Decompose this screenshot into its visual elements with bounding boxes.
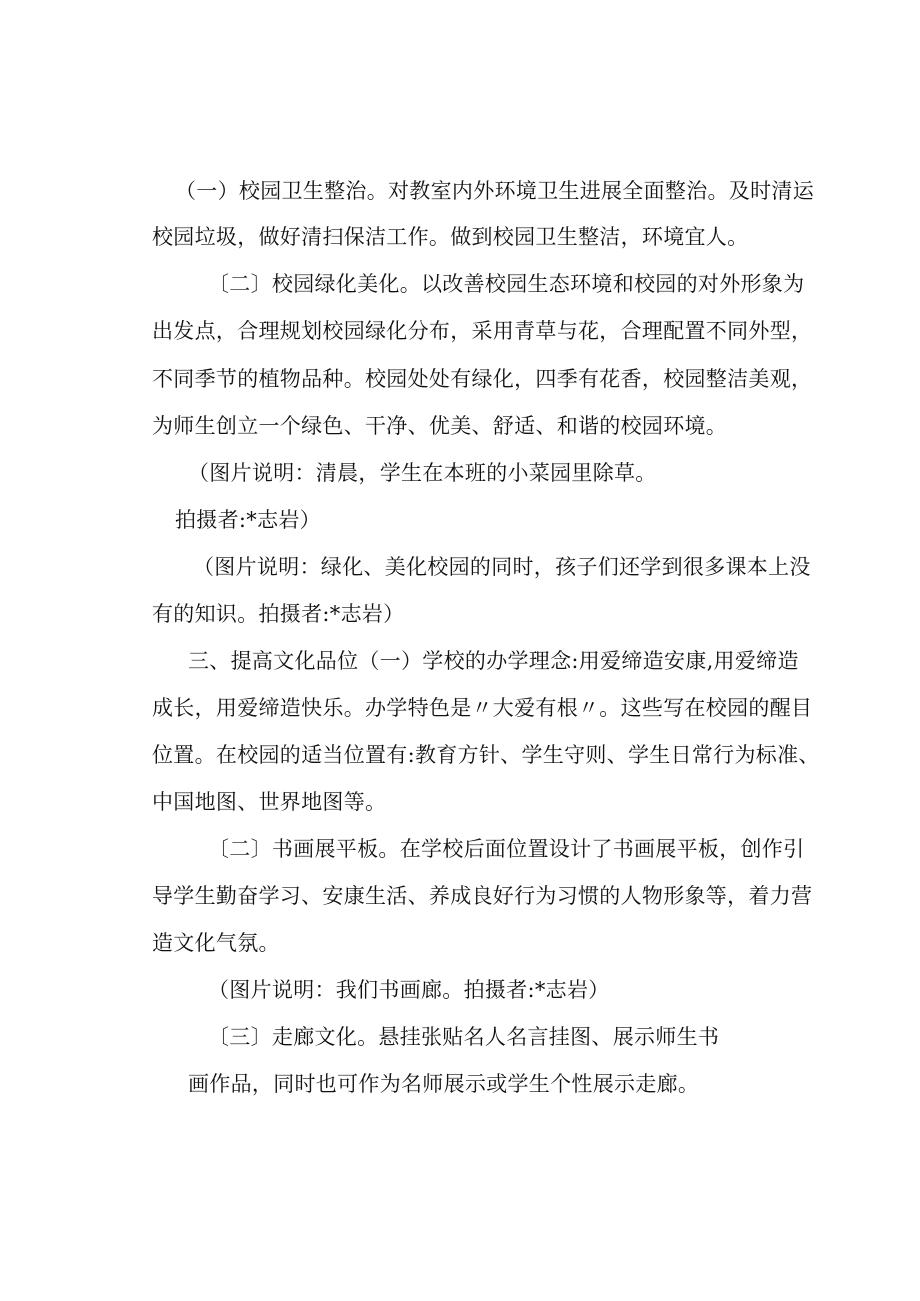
caption-1-line-1: （图片说明：清晨，学生在本班的小菜园里除草。 (188, 461, 657, 485)
section-3-line-4: 中国地图、世界地图等。 (152, 790, 387, 814)
caption-2-line-1: （图片说明：绿化、美化校园的同时，孩子们还学到很多课本上没 (193, 555, 811, 579)
para-4-line-2: 导学生勤奋学习、安康生活、养成良好行为习惯的人物形象等，着力营 (152, 884, 813, 908)
section-3-line-2: 成长，用爱缔造快乐。办学特色是〃大爱有根〃。这些写在校园的醒目 (152, 696, 813, 720)
para-2-line-1: 〔二〕校园绿化美化。以改善校园生态环境和校园的对外形象为 (208, 272, 805, 296)
para-2-line-4: 为师生创立一个绿色、干净、优美、舒适、和谐的校园环境。 (152, 414, 728, 438)
para-4-line-1: 〔二〕书画展平板。在学校后面位置设计了书画展平板，创作引 (208, 837, 805, 861)
para-5-line-1: 〔三〕走廊文化。悬挂张贴名人名言挂图、展示师生书 (208, 1025, 720, 1049)
para-5-line-2: 画作品，同时也可作为名师展示或学生个性展示走廊。 (188, 1072, 700, 1096)
section-3-line-1: 三、提高文化品位（一）学校的办学理念:用爱缔造安康,用爱缔造 (188, 649, 799, 673)
para-1-line-1: （一）校园卫生整治。对教室内外环境卫生进展全面整治。及时清运 (175, 179, 814, 203)
para-2-line-2: 出发点，合理规划校园绿化分布，采用青草与花，合理配置不同外型， (152, 319, 813, 343)
para-2-line-3: 不同季节的植物品种。校园处处有绿化，四季有花香，校园整洁美观， (152, 367, 813, 391)
para-1-line-2: 校园垃圾，做好清扫保洁工作。做到校园卫生整洁，环境宜人。 (152, 225, 749, 249)
section-3-line-3: 位置。在校园的适当位置有:教育方针、学生守则、学生日常行为标准、 (152, 743, 820, 767)
caption-3-line: （图片说明：我们书画廊。拍摄者:*志岩） (208, 978, 610, 1002)
para-4-line-3: 造文化气氛。 (152, 931, 280, 955)
caption-2-line-2: 有的知识。拍摄者:*志岩） (152, 602, 405, 626)
caption-1-line-2: 拍摄者:*志岩） (175, 508, 321, 532)
